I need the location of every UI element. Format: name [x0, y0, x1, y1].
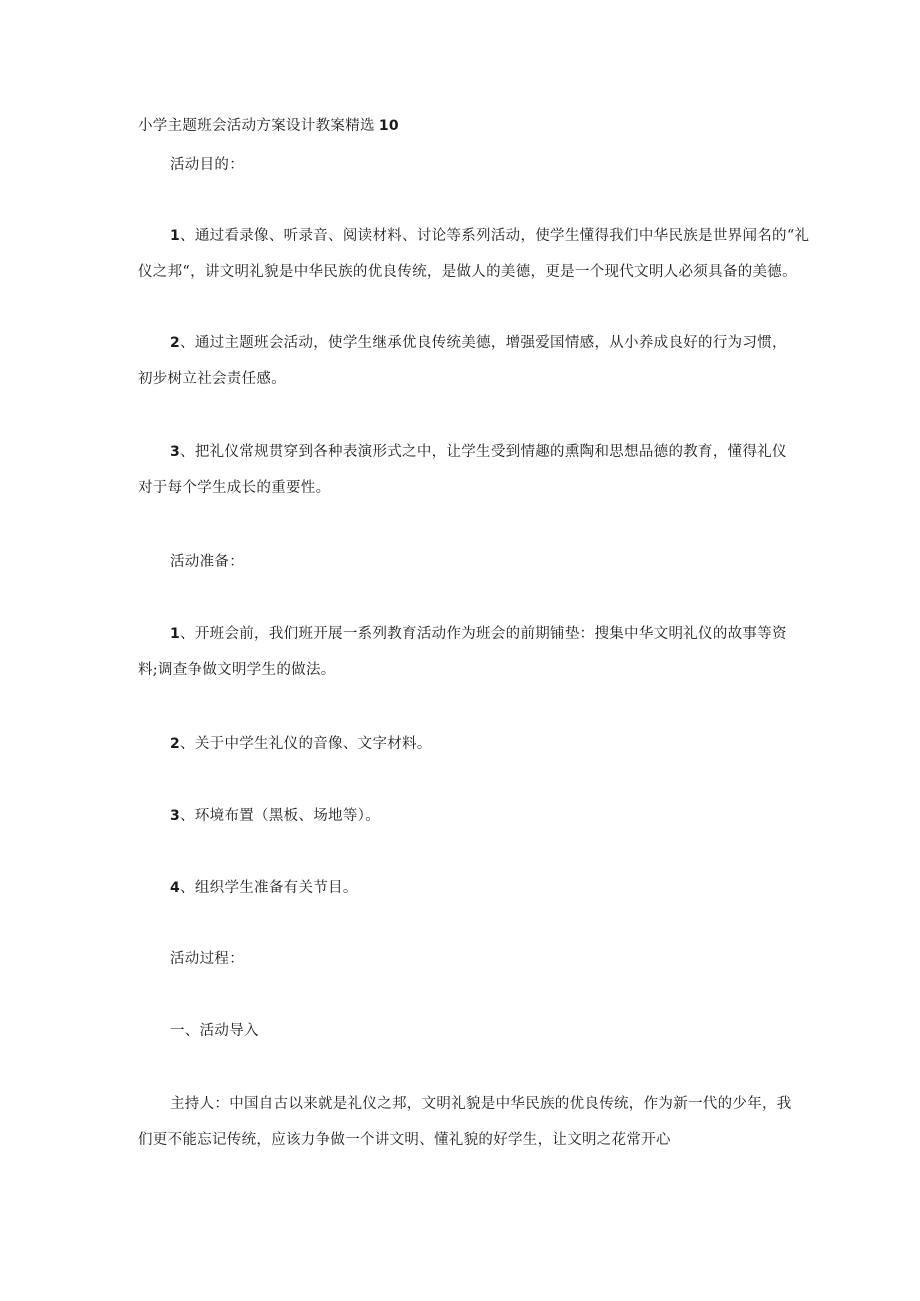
prep-item-1-line2: 料;调查争做文明学生的做法。 — [138, 662, 336, 678]
goal-item-2-line2: 初步树立社会责任感。 — [138, 371, 286, 387]
goal-item-1-line2: 仪之邦“，讲文明礼貌是中华民族的优良传统，是做人的美德，更是一个现代文明人必须具备的美德。 — [138, 264, 797, 280]
title-number: 10 — [378, 118, 399, 134]
item-number: 1 — [170, 228, 181, 244]
item-number: 3 — [170, 808, 181, 824]
item-number: 2 — [170, 335, 181, 351]
document-title — [138, 116, 399, 136]
goal-item-3-line2: 对于每个学生成长的重要性。 — [138, 480, 331, 496]
item-text: 、把礼仪常规贯穿到各种表演形式之中，让学生受到情趣的熏陶和思想品德的教育，懂得礼仪 — [180, 444, 787, 460]
item-number: 3 — [170, 444, 181, 460]
item-number: 1 — [170, 626, 181, 642]
section-heading-preparation: 活动准备： — [170, 554, 244, 570]
title-text: 小学主题班会活动方案设计教案精选 — [138, 118, 375, 134]
goal-item-3-line1 — [170, 442, 787, 462]
item-text: 、通过主题班会活动，使学生继承优良传统美德，增强爱国情感，从小养成良好的行为习惯， — [180, 335, 787, 351]
goal-item-1-line1 — [170, 226, 809, 246]
item-number: 4 — [170, 880, 181, 896]
goal-item-2-line1 — [170, 333, 787, 353]
item-number: 2 — [170, 736, 181, 752]
process-subheading: 一、活动导入 — [170, 1023, 259, 1039]
prep-item-2 — [170, 734, 432, 754]
section-heading-goals: 活动目的： — [170, 157, 244, 173]
prep-item-1-line1 — [170, 624, 787, 644]
item-text: 、组织学生准备有关节目。 — [180, 880, 358, 896]
section-heading-process: 活动过程： — [170, 951, 244, 967]
prep-item-3 — [170, 806, 380, 826]
item-text: 、环境布置（黑板、场地等）。 — [180, 808, 380, 824]
process-paragraph-line2: 们更不能忘记传统，应该力争做一个讲文明、懂礼貌的好学生，让文明之花常开心 — [138, 1132, 671, 1148]
item-text: 、开班会前，我们班开展一系列教育活动作为班会的前期铺垫：搜集中华文明礼仪的故事等资 — [180, 626, 787, 642]
item-text: 、通过看录像、听录音、阅读材料、讨论等系列活动，使学生懂得我们中华民族是世界闻名的“礼 — [180, 228, 810, 244]
process-paragraph-line1: 主持人：中国自古以来就是礼仪之邦，文明礼貌是中华民族的优良传统，作为新一代的少年，我 — [170, 1096, 792, 1112]
prep-item-4 — [170, 878, 358, 898]
item-text: 、关于中学生礼仪的音像、文字材料。 — [180, 736, 432, 752]
